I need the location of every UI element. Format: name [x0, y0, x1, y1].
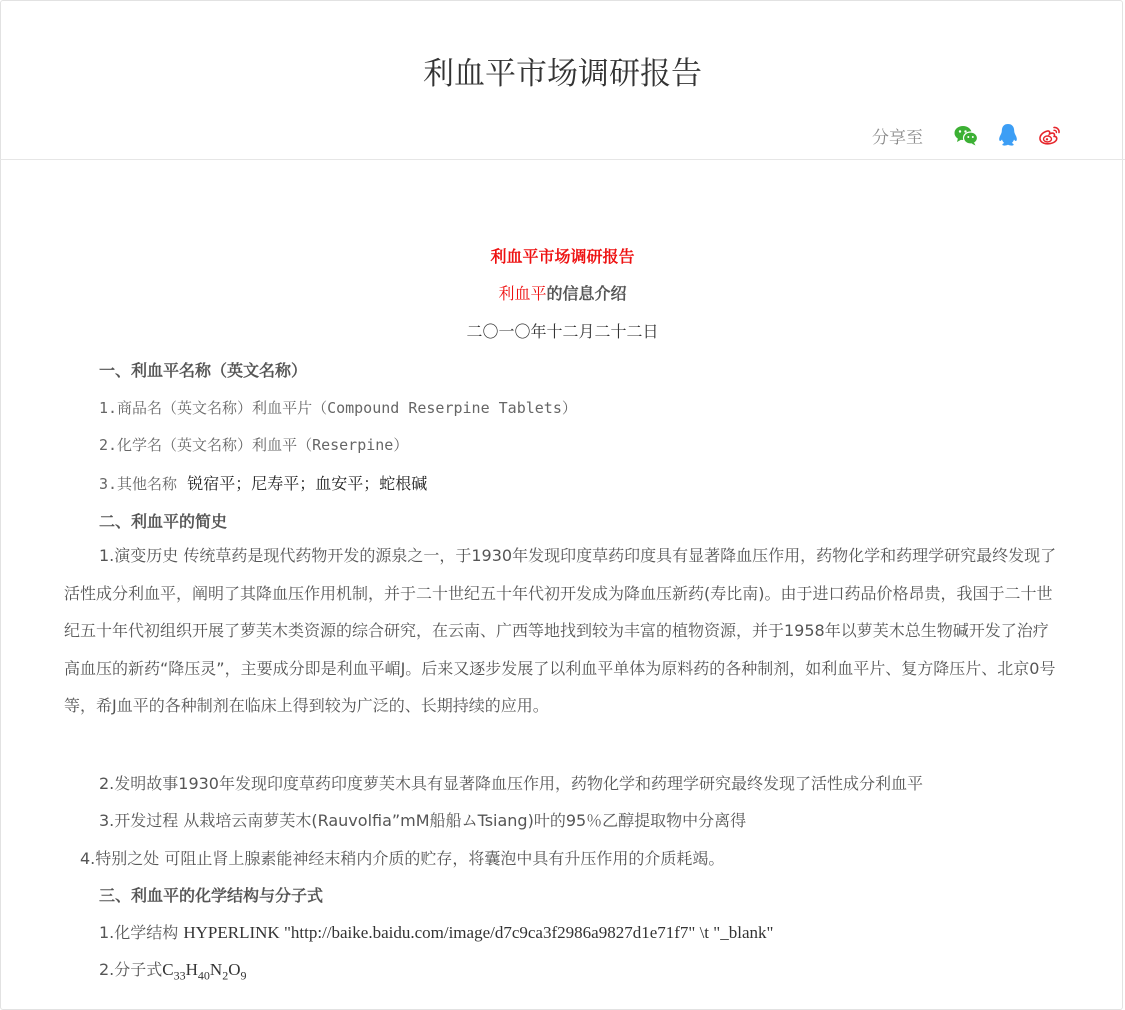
section-heading-structure: 三、利血平的化学结构与分子式 — [99, 886, 324, 905]
special-feature-line: 4.特别之处 可阻止肾上腺素能神经末稍内介质的贮存，将囊泡中具有升压作用的介质耗竭。 — [80, 849, 725, 868]
molecular-formula: $C_{33}H_{40}N_2O_9$ — [162, 960, 247, 983]
molecular-formula-line — [99, 957, 246, 983]
document-subtitle — [0, 281, 1125, 304]
molecular-formula-label: 2.分子式 — [99, 960, 163, 979]
other-names-label: 3.其他名称 — [99, 475, 178, 493]
trade-name-line: 1.商品名（英文名称）利血平片（Compound Reserpine Tablets） — [99, 399, 577, 417]
document-title: 利血平市场调研报告 — [490, 247, 635, 266]
other-names-value: 锐宿平；尼寿平；血安平；蛇根碱 — [187, 474, 428, 493]
subtitle-highlight: 利血平 — [498, 284, 547, 303]
section-heading-history: 二、利血平的简史 — [99, 512, 228, 531]
other-names-line — [99, 471, 427, 494]
weibo-icon[interactable] — [1037, 122, 1063, 148]
page-title: 利血平市场调研报告 — [423, 56, 702, 92]
document-date: 二〇一〇年十二月二十二日 — [466, 322, 659, 341]
chemical-structure-label: 1.化学结构 — [99, 923, 179, 942]
share-label: 分享至 — [872, 127, 923, 148]
share-bar — [872, 121, 1063, 149]
chemical-structure-line — [99, 920, 773, 943]
article-header — [0, 0, 1125, 160]
section-heading-names: 一、利血平名称（英文名称） — [99, 361, 308, 380]
wechat-icon[interactable] — [953, 122, 979, 148]
subtitle-rest: 的信息介绍 — [546, 284, 627, 303]
history-paragraph: 1.演变历史 传统草药是现代药物开发的源泉之一，于1930年发现印度草药印度具有显著降血压作用，药物化学和药理学研究最终发现了活性成分利血平，阐明了其降血压作用机制，并于二十世纪五十年代初开发成为降血压新药(寿比南)。由于进口药品价格昂贵，我国于二十世纪五十年代初组织开展了萝芙木类资源的综合研究，在云南、广西等地找到较为丰富的植物资源，并于1958年以萝芙木总生物碱开发了治疗高血压的新药“降压灵”，主要成分即是利血平嵋J。后来又逐步发展了以利血平单体为原料药的各种制剂，如利血平片、复方降压片、北京0号等，希J血平的各种制剂在临床上得到较为广泛的、长期持续的应用。 — [64, 546, 1057, 716]
chemical-name-line: 2.化学名（英文名称）利血平（Reserpine） — [99, 436, 409, 454]
invention-story-line: 2.发明故事1930年发现印度草药印度萝芙木具有显著降血压作用，药物化学和药理学研究最终发现了活性成分利血平 — [99, 774, 923, 793]
hyperlink-field-code: HYPERLINK "http://baike.baidu.com/image/d7c9ca3f2986a9827d1e71f7" \t "_blank" — [183, 923, 774, 942]
development-process-line: 3.开发过程 从栽培云南萝芙木(Rauvolfia”mM船船ムTsiang)叶的95％乙醇提取物中分离得 — [99, 811, 747, 830]
qq-icon[interactable] — [995, 122, 1021, 148]
